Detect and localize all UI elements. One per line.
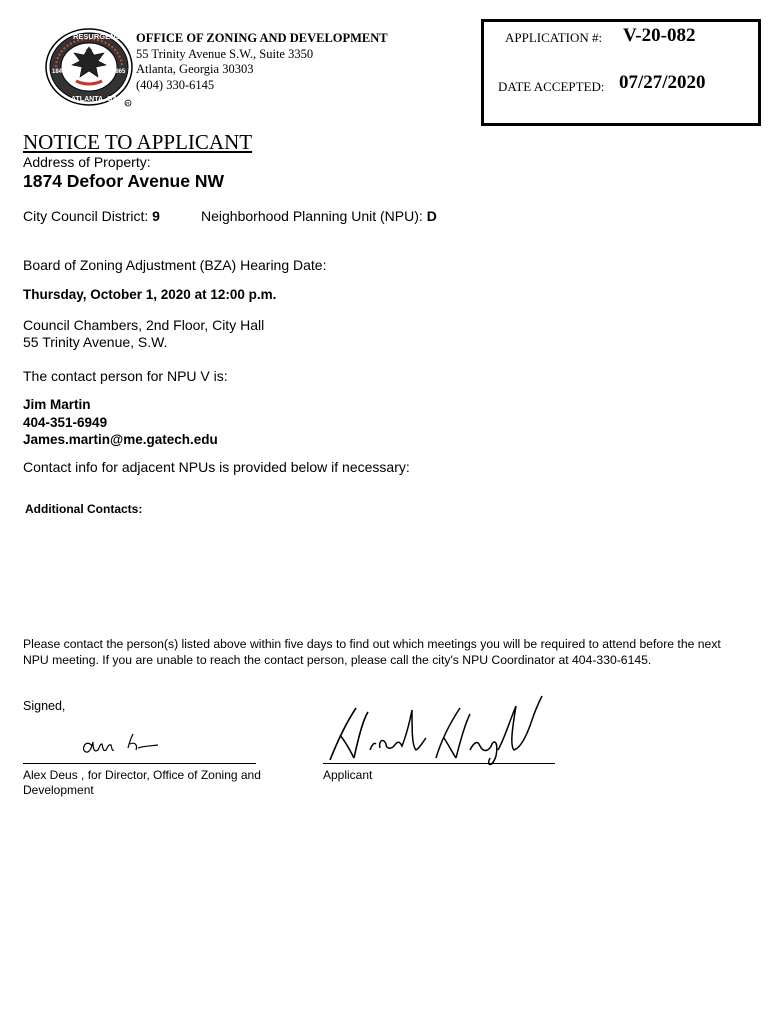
office-phone: (404) 330-6145 bbox=[136, 77, 215, 92]
date-accepted-label: DATE ACCEPTED: bbox=[498, 79, 605, 94]
adjacent-npu-note: Contact info for adjacent NPUs is provided below if necessary: bbox=[23, 459, 410, 475]
contact-intro: The contact person for NPU V is: bbox=[23, 368, 228, 384]
contact-block bbox=[23, 396, 218, 449]
additional-contacts-label: Additional Contacts: bbox=[25, 502, 143, 516]
contact-email[interactable]: James.martin@me.gatech.edu bbox=[23, 432, 218, 447]
npu-value: D bbox=[426, 208, 437, 224]
npu-label: Neighborhood Planning Unit (NPU): bbox=[201, 208, 427, 224]
venue-line2: 55 Trinity Avenue, S.W. bbox=[23, 334, 168, 350]
council-district-value: 9 bbox=[152, 208, 160, 224]
date-accepted-value: 07/27/2020 bbox=[619, 72, 706, 93]
council-district bbox=[23, 208, 160, 224]
svg-text:1847: 1847 bbox=[52, 69, 66, 75]
venue-line1: Council Chambers, 2nd Floor, City Hall bbox=[23, 317, 265, 333]
office-address-line2: Atlanta, Georgia 30303 bbox=[136, 62, 254, 76]
svg-text:RESURGENS: RESURGENS bbox=[73, 32, 121, 41]
hearing-venue bbox=[23, 317, 264, 351]
svg-text:R: R bbox=[126, 101, 130, 106]
office-name: OFFICE OF ZONING AND DEVELOPMENT bbox=[136, 31, 388, 45]
application-number-value: V-20-082 bbox=[623, 25, 696, 46]
director-signature-line bbox=[23, 763, 256, 764]
npu bbox=[201, 208, 437, 224]
signed-label: Signed, bbox=[23, 699, 66, 713]
signer-name: Alex Deus , for Director, Office of Zoning and Development bbox=[23, 768, 261, 797]
property-address-value: 1874 Defoor Avenue NW bbox=[23, 171, 224, 191]
director-signature bbox=[78, 726, 168, 760]
hearing-date-value: Thursday, October 1, 2020 at 12:00 p.m. bbox=[23, 287, 277, 302]
notice-title: NOTICE TO APPLICANT bbox=[23, 130, 253, 154]
property-address-label: Address of Property: bbox=[23, 154, 151, 170]
application-number-label: APPLICATION #: bbox=[505, 30, 603, 45]
instructions-paragraph: Please contact the person(s) listed above within five days to find out which meetings you will be required to attend before the next NPU meeting. If you are unable to reach the contact person, please call the city's NPU Coordinator at 404-330-6145. bbox=[23, 637, 721, 667]
applicant-label: Applicant bbox=[323, 768, 373, 782]
svg-text:1865: 1865 bbox=[112, 69, 126, 75]
contact-phone: 404-351-6949 bbox=[23, 414, 108, 430]
city-seal-logo bbox=[44, 27, 136, 109]
applicant-signature-line bbox=[323, 763, 555, 764]
contact-name: Jim Martin bbox=[23, 397, 91, 412]
applicant-signature bbox=[320, 690, 560, 770]
office-header bbox=[136, 31, 388, 93]
hearing-date-label: Board of Zoning Adjustment (BZA) Hearing Date: bbox=[23, 257, 327, 273]
svg-text:ATLANTA, GA: ATLANTA, GA bbox=[71, 96, 118, 103]
office-address-line1: 55 Trinity Avenue S.W., Suite 3350 bbox=[136, 46, 314, 61]
council-district-label: City Council District: bbox=[23, 208, 153, 224]
